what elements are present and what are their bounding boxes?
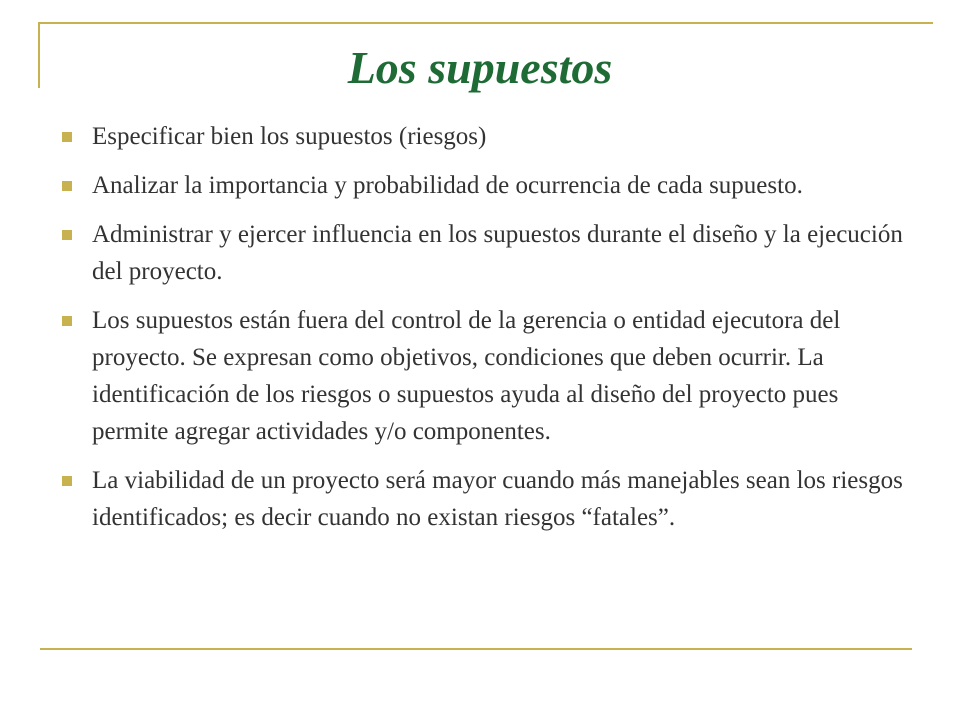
bullet-text: La viabilidad de un proyecto será mayor cuando más manejables sean los riesgos identificados; es decir cuando no existan riesgos “fatales”. [92,467,903,531]
bullet-item [58,167,918,204]
square-bullet-icon [62,316,72,326]
slide-title: Los supuestos [347,42,613,93]
square-bullet-icon [62,476,72,486]
square-bullet-icon [62,181,72,191]
bullet-text: Administrar y ejercer influencia en los supuestos durante el diseño y la ejecución del proyecto. [92,221,903,285]
bullet-text: Especificar bien los supuestos (riesgos) [92,123,487,150]
top-border-line [40,22,933,24]
bullet-item [58,216,918,290]
bullet-text: Los supuestos están fuera del control de la gerencia o entidad ejecutora del proyecto. Se expresan como objetivos, condiciones que deben ocurrir. La identificación de los riesgos o supuestos ayuda al diseño del proyecto pues permite agregar actividades y/o componentes. [92,307,841,445]
bullet-text: Analizar la importancia y probabilidad de ocurrencia de cada supuesto. [92,172,803,199]
square-bullet-icon [62,132,72,142]
bullet-item [58,302,918,450]
bullet-list [58,118,918,548]
bottom-border-line [40,648,912,650]
square-bullet-icon [62,230,72,240]
bullet-item [58,118,918,155]
bullet-item [58,462,918,536]
